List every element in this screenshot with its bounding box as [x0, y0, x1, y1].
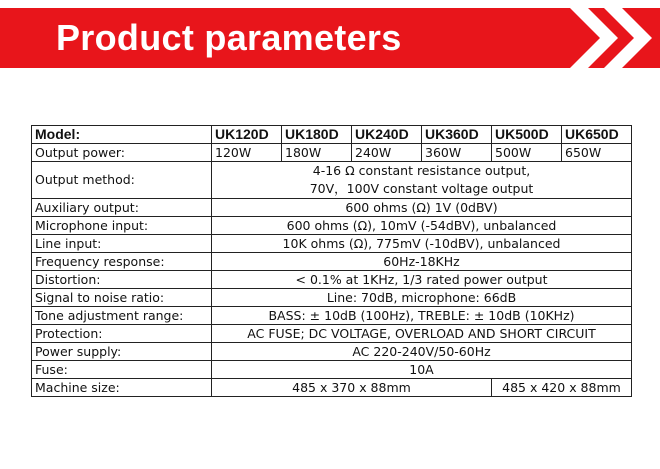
distortion-label: Distortion:: [32, 271, 212, 289]
table-row-distortion: [32, 271, 632, 289]
table-row-protection: [32, 325, 632, 343]
power-supply-value: AC 220-240V/50-60Hz: [212, 343, 632, 361]
model-uk240d: UK240D: [352, 126, 422, 144]
output-power-value: 650W: [562, 144, 632, 162]
snr-label: Signal to noise ratio:: [32, 289, 212, 307]
model-uk360d: UK360D: [422, 126, 492, 144]
table-row-fuse: [32, 361, 632, 379]
auxiliary-output-value: 600 ohms (Ω) 1V (0dBV): [212, 199, 632, 217]
model-uk500d: UK500D: [492, 126, 562, 144]
power-supply-label: Power supply:: [32, 343, 212, 361]
output-method-line-2: 70V，100V constant voltage output: [309, 181, 534, 196]
line-input-value: 10K ohms (Ω), 775mV (-10dBV), unbalanced: [212, 235, 632, 253]
title-banner: [0, 8, 660, 68]
microphone-input-label: Microphone input:: [32, 217, 212, 235]
table-row-machine-size: [32, 379, 632, 397]
table-row-power-supply: [32, 343, 632, 361]
frequency-response-value: 60Hz-18KHz: [212, 253, 632, 271]
table-row-tone: [32, 307, 632, 325]
protection-label: Protection:: [32, 325, 212, 343]
snr-value: Line: 70dB, microphone: 66dB: [212, 289, 632, 307]
model-uk120d: UK120D: [212, 126, 282, 144]
page-title: Product parameters: [56, 17, 402, 58]
output-power-value: 360W: [422, 144, 492, 162]
model-uk650d: UK650D: [562, 126, 632, 144]
distortion-value: < 0.1% at 1KHz, 1/3 rated power output: [212, 271, 632, 289]
fuse-value: 10A: [212, 361, 632, 379]
model-uk180d: UK180D: [282, 126, 352, 144]
spec-table: [31, 125, 632, 397]
machine-size-value-small: 485 x 370 x 88mm: [212, 379, 492, 397]
tone-value: BASS: ± 10dB (100Hz), TREBLE: ± 10dB (10KHz): [212, 307, 632, 325]
machine-size-label: Machine size:: [32, 379, 212, 397]
microphone-input-value: 600 ohms (Ω), 10mV (-54dBV), unbalanced: [212, 217, 632, 235]
tone-label: Tone adjustment range:: [32, 307, 212, 325]
output-power-value: 500W: [492, 144, 562, 162]
table-row-output-power: [32, 144, 632, 162]
output-method-line-1: 4-16 Ω constant resistance output,: [312, 163, 531, 178]
output-power-value: 120W: [212, 144, 282, 162]
frequency-response-label: Frequency response:: [32, 253, 212, 271]
model-label: Model:: [32, 126, 212, 144]
output-power-label: Output power:: [32, 144, 212, 162]
table-row-frequency-response: [32, 253, 632, 271]
output-method-label: Output method:: [32, 162, 212, 199]
fuse-label: Fuse:: [32, 361, 212, 379]
table-row-auxiliary-output: [32, 199, 632, 217]
table-row-model: [32, 126, 632, 144]
table-row-snr: [32, 289, 632, 307]
table-row-microphone-input: [32, 217, 632, 235]
protection-value: AC FUSE; DC VOLTAGE, OVERLOAD AND SHORT CIRCUIT: [212, 325, 632, 343]
auxiliary-output-label: Auxiliary output:: [32, 199, 212, 217]
table-row-output-method: [32, 162, 632, 199]
machine-size-value-large: 485 x 420 x 88mm: [492, 379, 632, 397]
output-power-value: 240W: [352, 144, 422, 162]
output-power-value: 180W: [282, 144, 352, 162]
line-input-label: Line input:: [32, 235, 212, 253]
table-row-line-input: [32, 235, 632, 253]
output-method-value: [212, 162, 632, 199]
